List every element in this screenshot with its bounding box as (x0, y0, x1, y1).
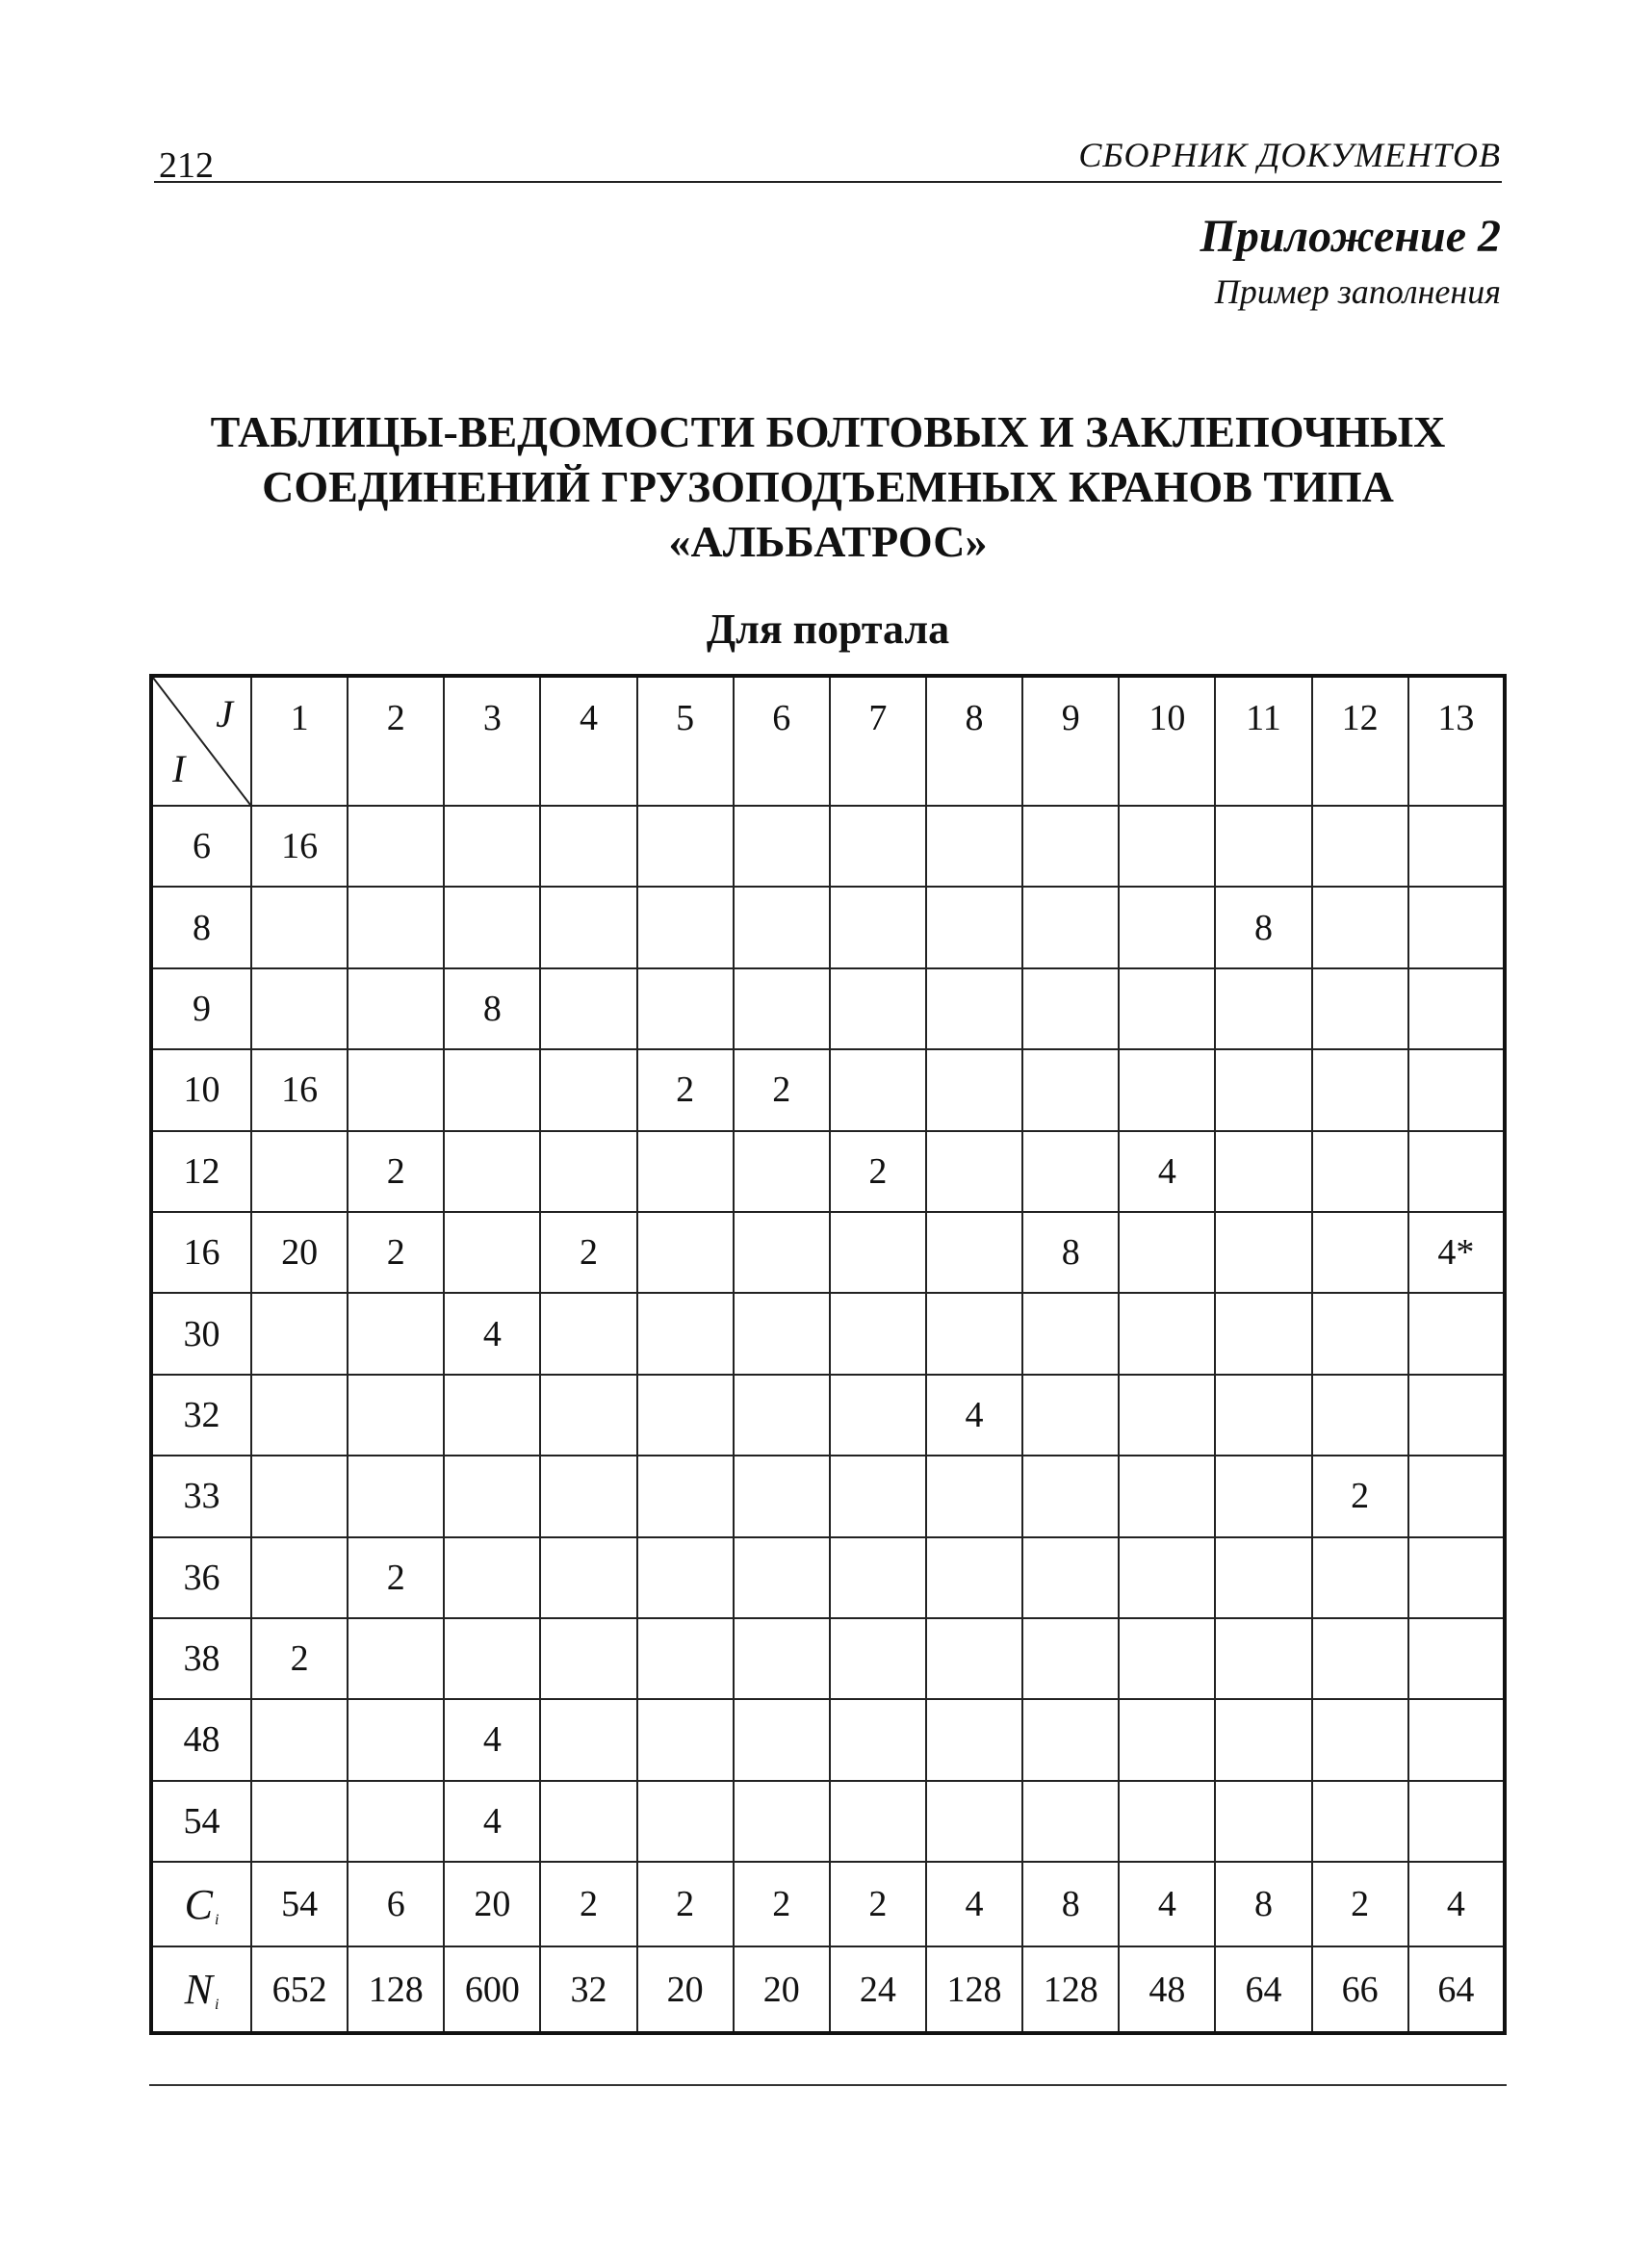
table-cell (1408, 1131, 1505, 1212)
table-cell (1408, 1781, 1505, 1862)
table-cell (637, 806, 734, 887)
table-cell (1408, 1456, 1505, 1536)
table-cell (1215, 1699, 1311, 1780)
table-row (151, 1293, 1505, 1374)
table-cell (1408, 1699, 1505, 1780)
table-cell (926, 1049, 1022, 1130)
summary-cell: 4 (926, 1862, 1022, 1946)
table-cell (251, 887, 348, 967)
table-cell (1408, 806, 1505, 887)
table-cell (926, 1699, 1022, 1780)
table-cell (444, 806, 540, 887)
main-title-line: ТАБЛИЦЫ-ВЕДОМОСТИ БОЛТОВЫХ И ЗАКЛЕПОЧНЫХ (210, 407, 1446, 456)
table-cell: 4* (1408, 1212, 1505, 1293)
table-cell (1022, 806, 1119, 887)
row-header: 12 (151, 1131, 251, 1212)
table-row (151, 968, 1505, 1049)
table-cell (251, 1699, 348, 1780)
column-header: 7 (830, 676, 926, 806)
table-cell: 8 (1022, 1212, 1119, 1293)
table-cell (1215, 1781, 1311, 1862)
table-cell (348, 1456, 444, 1536)
column-header: 6 (734, 676, 830, 806)
summary-cell: 128 (926, 1946, 1022, 2033)
footer-rule (149, 2084, 1507, 2086)
table-cell (926, 887, 1022, 967)
table-cell (444, 1131, 540, 1212)
summary-row (151, 1862, 1505, 1946)
table-cell: 2 (348, 1537, 444, 1618)
table-cell: 8 (444, 968, 540, 1049)
table-cell (830, 1212, 926, 1293)
table-cell (830, 1293, 926, 1374)
table-cell (637, 1212, 734, 1293)
row-header: 16 (151, 1212, 251, 1293)
table-cell (1119, 1049, 1215, 1130)
table-cell (444, 1375, 540, 1456)
table-row (151, 887, 1505, 967)
summary-subscript: i (214, 1997, 219, 2014)
table-cell: 4 (444, 1781, 540, 1862)
summary-row-label (151, 1862, 251, 1946)
table-cell (1119, 1537, 1215, 1618)
summary-cell: 64 (1408, 1946, 1505, 2033)
table-cell (1312, 1049, 1408, 1130)
table-cell (444, 887, 540, 967)
table-cell: 2 (348, 1131, 444, 1212)
table-cell (734, 1131, 830, 1212)
table-cell: 16 (251, 806, 348, 887)
summary-cell: 600 (444, 1946, 540, 2033)
column-axis-label: J (216, 692, 233, 735)
table-cell (1119, 1212, 1215, 1293)
row-header: 36 (151, 1537, 251, 1618)
summary-cell: 8 (1022, 1862, 1119, 1946)
table-cell (734, 806, 830, 887)
row-header: 9 (151, 968, 251, 1049)
table-cell (1312, 1699, 1408, 1780)
connections-table (149, 674, 1507, 2035)
table-cell (540, 1293, 636, 1374)
table-cell (251, 1293, 348, 1374)
table-cell (1408, 1537, 1505, 1618)
table-cell (1215, 1618, 1311, 1699)
column-header: 5 (637, 676, 734, 806)
summary-cell: 2 (1312, 1862, 1408, 1946)
table-row (151, 1212, 1505, 1293)
table-cell: 2 (540, 1212, 636, 1293)
table-cell (926, 968, 1022, 1049)
table-cell (251, 1375, 348, 1456)
row-header: 33 (151, 1456, 251, 1536)
table-cell (637, 1699, 734, 1780)
table-cell (540, 1131, 636, 1212)
row-axis-label: I (172, 747, 186, 790)
table-cell (540, 1537, 636, 1618)
summary-subscript: i (214, 1911, 219, 1928)
table-cell: 2 (830, 1131, 926, 1212)
table-cell (1119, 1699, 1215, 1780)
table-cell (734, 1212, 830, 1293)
table-cell: 4 (444, 1293, 540, 1374)
table-cell (1022, 1293, 1119, 1374)
table-cell (540, 1375, 636, 1456)
summary-cell: 20 (734, 1946, 830, 2033)
row-header: 8 (151, 887, 251, 967)
table-cell (1215, 968, 1311, 1049)
table-cell (637, 1618, 734, 1699)
summary-cell: 2 (734, 1862, 830, 1946)
table-cell (1022, 887, 1119, 967)
table-cell (830, 968, 926, 1049)
summary-cell: 20 (637, 1946, 734, 2033)
table-cell (637, 1293, 734, 1374)
table-cell (444, 1618, 540, 1699)
table-cell (540, 806, 636, 887)
table-cell (1119, 887, 1215, 967)
column-header: 8 (926, 676, 1022, 806)
table-container (149, 674, 1507, 2035)
table-cell (734, 887, 830, 967)
table-cell: 4 (444, 1699, 540, 1780)
table-cell (540, 1456, 636, 1536)
diagonal-divider (153, 678, 250, 805)
table-cell (348, 1375, 444, 1456)
table-cell (251, 1456, 348, 1536)
table-cell (1408, 1049, 1505, 1130)
table-cell (637, 887, 734, 967)
summary-cell: 24 (830, 1946, 926, 2033)
table-cell (734, 1618, 830, 1699)
table-row (151, 1699, 1505, 1780)
table-cell (637, 968, 734, 1049)
table-cell (1312, 1781, 1408, 1862)
table-cell (251, 1781, 348, 1862)
table-row (151, 1049, 1505, 1130)
table-cell (734, 1456, 830, 1536)
summary-cell: 64 (1215, 1946, 1311, 2033)
column-header: 12 (1312, 676, 1408, 806)
summary-cell: 2 (540, 1862, 636, 1946)
table-cell (1408, 968, 1505, 1049)
table-cell (1119, 1293, 1215, 1374)
summary-cell: 2 (830, 1862, 926, 1946)
main-title-line: СОЕДИНЕНИЙ ГРУЗОПОДЪЕМНЫХ КРАНОВ ТИПА (262, 462, 1394, 511)
row-header: 30 (151, 1293, 251, 1374)
table-cell (830, 1781, 926, 1862)
table-cell (1312, 968, 1408, 1049)
table-cell (1312, 806, 1408, 887)
column-header: 2 (348, 676, 444, 806)
table-cell (444, 1212, 540, 1293)
table-cell (444, 1049, 540, 1130)
table-subtitle: Для портала (706, 606, 950, 653)
table-cell (830, 1537, 926, 1618)
row-header: 48 (151, 1699, 251, 1780)
table-cell (1312, 1212, 1408, 1293)
table-cell (830, 887, 926, 967)
appendix-title: Приложение 2 (1200, 211, 1501, 262)
table-cell (1408, 887, 1505, 967)
table-row (151, 1537, 1505, 1618)
main-title (154, 404, 1502, 569)
table-cell (1312, 1618, 1408, 1699)
table-cell (1408, 1375, 1505, 1456)
column-header: 10 (1119, 676, 1215, 806)
table-cell (830, 1049, 926, 1130)
table-cell (348, 968, 444, 1049)
summary-symbol: C (184, 1880, 213, 1928)
table-cell (348, 806, 444, 887)
table-cell: 2 (1312, 1456, 1408, 1536)
table-cell (1215, 1049, 1311, 1130)
table-cell (1215, 1293, 1311, 1374)
appendix-subtitle: Пример заполнения (1214, 272, 1501, 311)
table-cell (1022, 1456, 1119, 1536)
row-header: 54 (151, 1781, 251, 1862)
summary-cell: 4 (1119, 1862, 1215, 1946)
table-cell (1022, 1699, 1119, 1780)
table-cell (926, 1781, 1022, 1862)
table-cell (251, 968, 348, 1049)
table-cell (1022, 1131, 1119, 1212)
table-cell (540, 1049, 636, 1130)
summary-cell: 48 (1119, 1946, 1215, 2033)
table-cell (734, 1293, 830, 1374)
table-cell (1312, 1131, 1408, 1212)
summary-row (151, 1946, 1505, 2033)
summary-cell: 4 (1408, 1862, 1505, 1946)
main-title-line: «АЛЬБАТРОС» (668, 517, 988, 566)
table-row (151, 1781, 1505, 1862)
table-cell (540, 1781, 636, 1862)
column-header: 11 (1215, 676, 1311, 806)
table-cell (637, 1456, 734, 1536)
table-cell (1408, 1618, 1505, 1699)
column-header: 13 (1408, 676, 1505, 806)
summary-cell: 54 (251, 1862, 348, 1946)
table-cell (540, 887, 636, 967)
table-cell (1215, 1375, 1311, 1456)
column-header: 9 (1022, 676, 1119, 806)
row-header: 38 (151, 1618, 251, 1699)
table-cell (348, 887, 444, 967)
table-cell (1022, 1537, 1119, 1618)
table-cell (1119, 1618, 1215, 1699)
table-cell (830, 806, 926, 887)
table-cell (348, 1049, 444, 1130)
summary-cell: 32 (540, 1946, 636, 2033)
table-cell: 20 (251, 1212, 348, 1293)
table-cell: 2 (251, 1618, 348, 1699)
table-cell (1119, 1375, 1215, 1456)
table-cell (1215, 1456, 1311, 1536)
header-rule (154, 181, 1502, 183)
table-cell (348, 1293, 444, 1374)
table-cell (1312, 887, 1408, 967)
table-cell (926, 1131, 1022, 1212)
table-cell (1022, 968, 1119, 1049)
table-cell (830, 1699, 926, 1780)
table-cell: 2 (734, 1049, 830, 1130)
table-cell (348, 1699, 444, 1780)
column-header: 3 (444, 676, 540, 806)
row-header: 6 (151, 806, 251, 887)
table-cell (1215, 1212, 1311, 1293)
table-cell (830, 1456, 926, 1536)
summary-cell: 66 (1312, 1946, 1408, 2033)
table-row (151, 1618, 1505, 1699)
row-header: 10 (151, 1049, 251, 1130)
summary-cell: 6 (348, 1862, 444, 1946)
table-cell (734, 1699, 830, 1780)
table-cell (348, 1781, 444, 1862)
table-cell (830, 1618, 926, 1699)
table-row (151, 1456, 1505, 1536)
table-cell (444, 1537, 540, 1618)
table-cell (926, 1618, 1022, 1699)
summary-row-label (151, 1946, 251, 2033)
table-cell (1119, 968, 1215, 1049)
table-cell (540, 1699, 636, 1780)
table-header-row (151, 676, 1505, 806)
column-header: 4 (540, 676, 636, 806)
table-cell (637, 1537, 734, 1618)
table-cell (637, 1781, 734, 1862)
table-cell (1119, 1781, 1215, 1862)
table-cell (734, 968, 830, 1049)
table-cell (734, 1375, 830, 1456)
table-cell (926, 1456, 1022, 1536)
summary-cell: 128 (348, 1946, 444, 2033)
table-cell (1312, 1293, 1408, 1374)
table-cell (637, 1131, 734, 1212)
table-row (151, 1375, 1505, 1456)
table-cell (251, 1537, 348, 1618)
table-cell (1312, 1537, 1408, 1618)
summary-symbol: N (184, 1966, 213, 2014)
table-cell (540, 1618, 636, 1699)
table-cell (1022, 1618, 1119, 1699)
table-cell (1215, 1131, 1311, 1212)
table-cell (251, 1131, 348, 1212)
table-cell (1215, 806, 1311, 887)
table-cell (637, 1375, 734, 1456)
table-cell (1119, 806, 1215, 887)
table-cell (926, 1212, 1022, 1293)
table-cell (540, 968, 636, 1049)
table-cell (1022, 1049, 1119, 1130)
running-header: СБОРНИК ДОКУМЕНТОВ (1078, 136, 1501, 174)
summary-cell: 652 (251, 1946, 348, 2033)
summary-cell: 20 (444, 1862, 540, 1946)
table-cell (926, 806, 1022, 887)
table-cell (348, 1618, 444, 1699)
table-cell (1312, 1375, 1408, 1456)
table-cell (830, 1375, 926, 1456)
row-header: 32 (151, 1375, 251, 1456)
summary-cell: 8 (1215, 1862, 1311, 1946)
table-cell (1022, 1781, 1119, 1862)
table-cell (1119, 1456, 1215, 1536)
table-cell: 2 (637, 1049, 734, 1130)
column-header: 1 (251, 676, 348, 806)
table-cell (1022, 1375, 1119, 1456)
table-cell (1215, 1537, 1311, 1618)
page-number: 212 (159, 145, 214, 186)
table-cell: 2 (348, 1212, 444, 1293)
table-cell (1408, 1293, 1505, 1374)
table-cell (734, 1781, 830, 1862)
table-cell (926, 1537, 1022, 1618)
table-cell (444, 1456, 540, 1536)
table-cell: 4 (926, 1375, 1022, 1456)
table-cell: 8 (1215, 887, 1311, 967)
table-row (151, 806, 1505, 887)
summary-cell: 2 (637, 1862, 734, 1946)
summary-cell: 128 (1022, 1946, 1119, 2033)
corner-cell (151, 676, 251, 806)
table-cell (734, 1537, 830, 1618)
table-cell (926, 1293, 1022, 1374)
table-cell: 16 (251, 1049, 348, 1130)
table-cell: 4 (1119, 1131, 1215, 1212)
table-row (151, 1131, 1505, 1212)
